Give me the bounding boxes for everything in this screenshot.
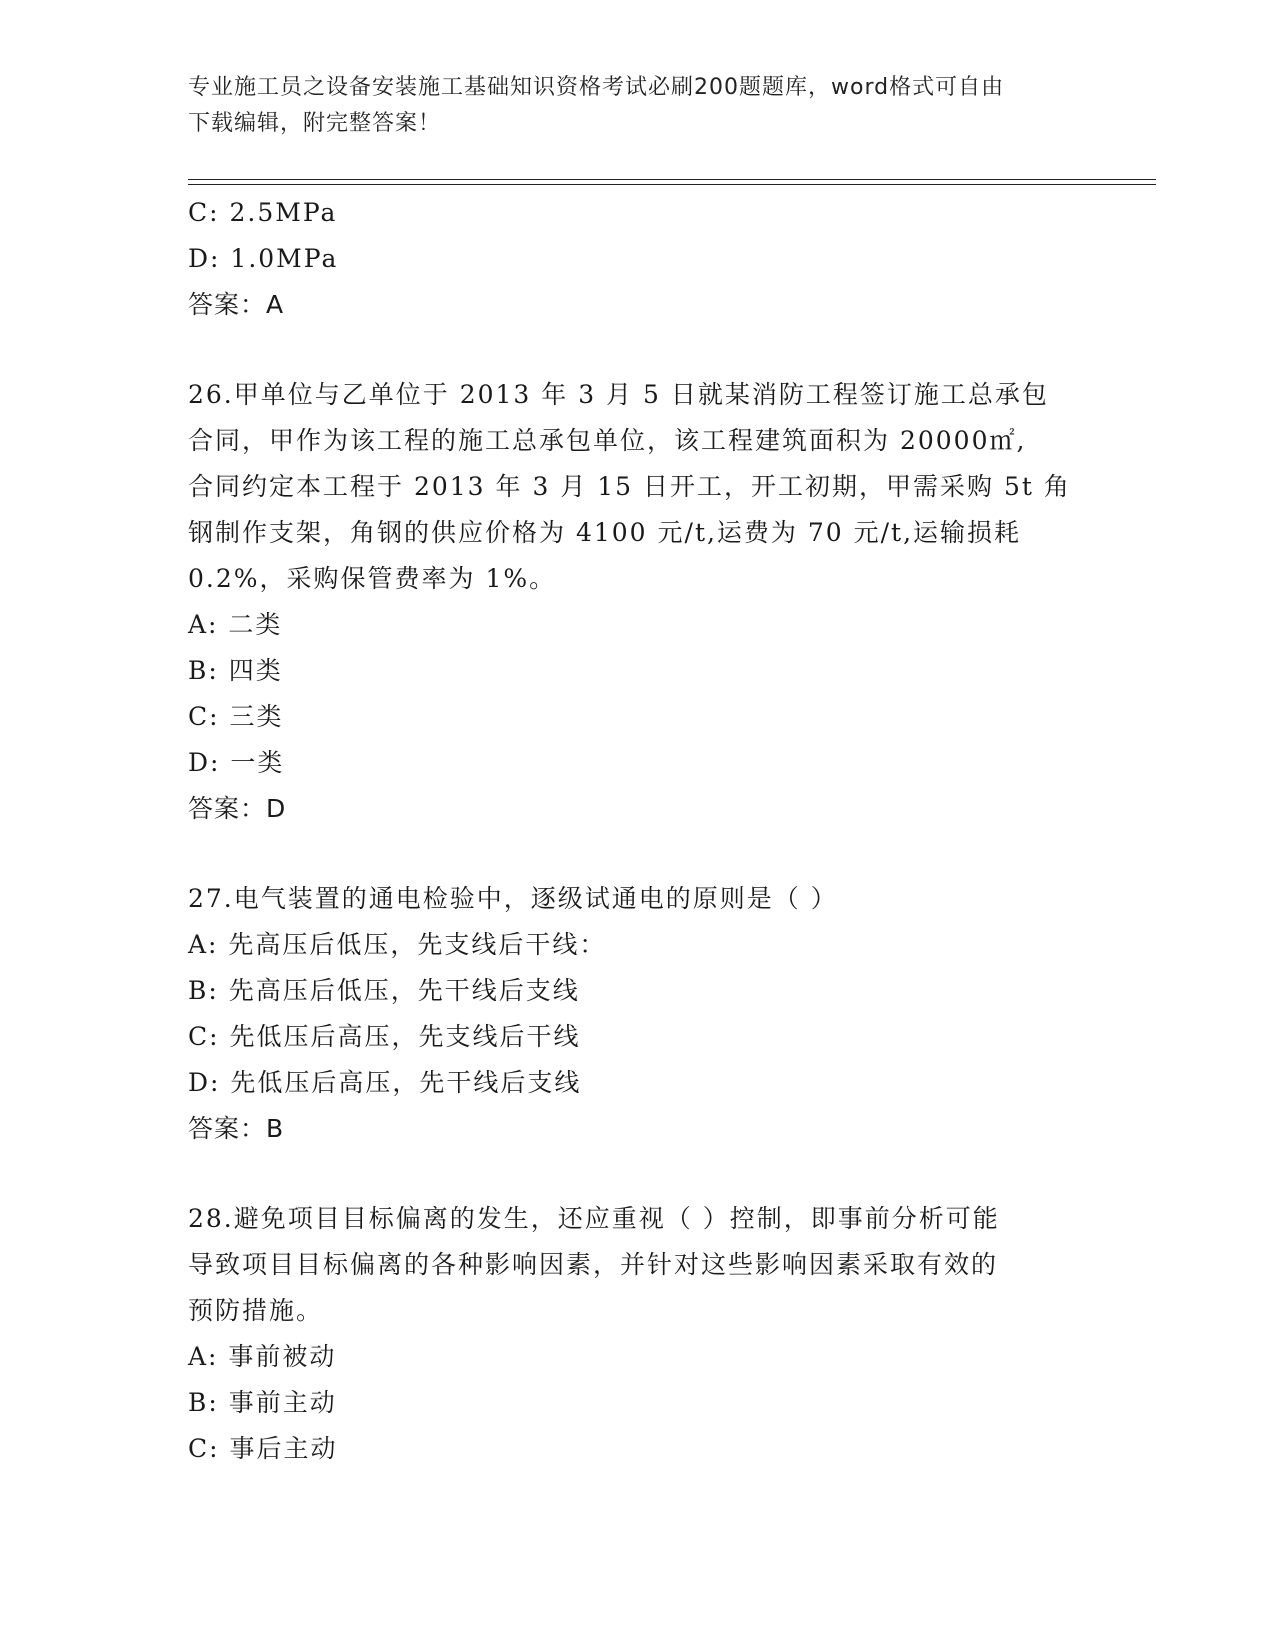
- header-line-2: 下载编辑，附完整答案！: [188, 111, 442, 136]
- spacer: [188, 328, 1088, 372]
- option-d: D: 一类: [188, 748, 285, 777]
- question-stem-line: 27.电气装置的通电检验中，逐级试通电的原则是（ ）: [188, 884, 838, 913]
- question-stem-line: 预防措施。: [188, 1296, 324, 1325]
- question-stem-line: 导致项目目标偏离的各种影响因素，并针对这些影响因素采取有效的: [188, 1250, 999, 1279]
- question-27-block: [188, 876, 1088, 1152]
- header-divider-top: [188, 179, 1156, 180]
- option-a: A: 二类: [188, 610, 283, 639]
- option-b: B: 先高压后低压，先干线后支线: [188, 976, 580, 1005]
- option-b: B: 事前主动: [188, 1388, 337, 1417]
- option-b: B: 四类: [188, 656, 283, 685]
- question-stem-line: 0.2%，采购保管费率为 1%。: [188, 564, 557, 593]
- answer-line: 答案：B: [188, 1114, 285, 1143]
- option-d: D: 1.0MPa: [188, 244, 339, 273]
- question-26-block: [188, 372, 1088, 832]
- question-28-block: [188, 1196, 1088, 1472]
- header-line-1: 专业施工员之设备安装施工基础知识资格考试必刷200题题库，word格式可自由: [188, 75, 1005, 100]
- question-stem-line: 钢制作支架，角钢的供应价格为 4100 元/t,运费为 70 元/t,运输损耗: [188, 518, 1022, 547]
- question-content: [188, 190, 1088, 1472]
- option-c: C: 2.5MPa: [188, 198, 338, 227]
- answer-line: 答案：D: [188, 794, 287, 823]
- answer-line: 答案：A: [188, 290, 285, 319]
- spacer: [188, 832, 1088, 876]
- header-divider-bottom: [188, 184, 1156, 185]
- option-c: C: 事后主动: [188, 1434, 338, 1463]
- question-stem-line: 26.甲单位与乙单位于 2013 年 3 月 5 日就某消防工程签订施工总承包: [188, 380, 1049, 409]
- spacer: [188, 1152, 1088, 1196]
- option-c: C: 先低压后高压，先支线后干线: [188, 1022, 581, 1051]
- question-25-block: [188, 190, 1088, 328]
- option-a: A: 先高压后低压，先支线后干线：: [188, 930, 607, 959]
- question-stem-line: 合同，甲作为该工程的施工总承包单位，该工程建筑面积为 20000㎡,: [188, 426, 1027, 455]
- option-a: A: 事前被动: [188, 1342, 337, 1371]
- option-c: C: 三类: [188, 702, 284, 731]
- question-stem-line: 合同约定本工程于 2013 年 3 月 15 日开工，开工初期，甲需采购 5t 角: [188, 472, 1071, 501]
- option-d: D: 先低压后高压，先干线后支线: [188, 1068, 582, 1097]
- question-stem-line: 28.避免项目目标偏离的发生，还应重视（ ）控制，即事前分析可能: [188, 1204, 1000, 1233]
- document-header: [188, 70, 1088, 142]
